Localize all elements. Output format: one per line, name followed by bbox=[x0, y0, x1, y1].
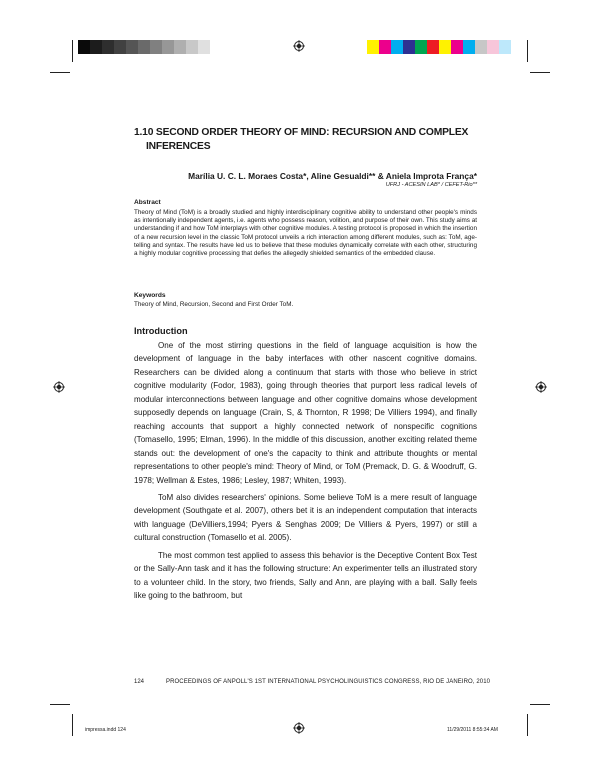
calibration-patch bbox=[174, 40, 186, 54]
crop-mark bbox=[50, 72, 70, 73]
authors: Marília U. C. L. Moraes Costa*, Aline Gesualdi** & Aniela Improta França* bbox=[188, 171, 477, 181]
calibration-patch bbox=[427, 40, 439, 54]
abstract-text: Theory of Mind (ToM) is a broadly studied and highly interdisciplinary cognitive ability to understand other people's minds as intentionally independent agents, i.e. agents who possess reason, volition, and purpose of their own. This study aims at understanding if and how ToM interplays with other cognitive modules. A testing protocol is proposed in which the insertion of a new recursion level in the classic ToM protocol unveils a rich interaction among different modules, such as: ToM, age-telling and syntax. The results have led us to believe that these modules dynamically correlate with each other, structuring a highly modular cognitive processing that defies the allegedly shielded semantics of the embedded clause. bbox=[134, 209, 478, 258]
registration-target-icon bbox=[293, 722, 305, 734]
calibration-patch bbox=[150, 40, 162, 54]
calibration-patch bbox=[463, 40, 475, 54]
affiliation: UFRJ - ACESIN LAB* / CEFET-Rio** bbox=[385, 182, 477, 188]
keywords-heading: Keywords bbox=[134, 292, 166, 299]
color-calibration-bar bbox=[367, 40, 511, 54]
body-text bbox=[134, 339, 477, 607]
paragraph: ToM also divides researchers' opinions. Some believe ToM is a mere result of language development (Southgate et al. 2007), others bet it is an independent computation that interacts with language (DeVilliers,1994; Pyers & Senghas 2009; De Villiers & Pyers, 1997) or still a cultural construction (Tomasello et al. 2005). bbox=[134, 492, 477, 543]
crop-mark bbox=[527, 714, 528, 736]
calibration-patch bbox=[138, 40, 150, 54]
slug-filename: impressa.indd 124 bbox=[85, 727, 126, 733]
calibration-patch bbox=[126, 40, 138, 54]
crop-mark bbox=[50, 704, 70, 705]
article-title bbox=[134, 126, 494, 154]
crop-mark bbox=[530, 704, 550, 705]
section-heading-introduction: Introduction bbox=[134, 326, 188, 336]
crop-mark bbox=[530, 72, 550, 73]
calibration-patch bbox=[198, 40, 210, 54]
gray-calibration-bar bbox=[78, 40, 210, 54]
crop-mark bbox=[72, 40, 73, 62]
registration-target-icon bbox=[53, 381, 65, 393]
paragraph: One of the most stirring questions in the field of language acquisition is how the development of language in the baby interfaces with other nascent cognitive domains. Researchers can be divided along a continuum that starts with those who believe in strict cognitive modularity (Fodor, 1983), going through theories that purport less radical levels of modular interconnections between language and other cognitive domains whose development supposedly depends on language (Crain, S, & Thornton, R 1998; De Villiers 1994), and finally reaching accounts that support a highly connected network of nonspecific cognitions (Tomasello, 1995; Elman, 1996). In the middle of this discussion, another exciting related theme stands out: the development of one's the capacity to think and attribute thoughts or mental representations to other people's mind: Theory of Mind, or ToM (Premack, D. G. & Woodruff, G. 1978; Wellman & Estes, 1986; Lesley, 1987; Whiten, 1993). bbox=[134, 341, 477, 485]
calibration-patch bbox=[403, 40, 415, 54]
calibration-patch bbox=[114, 40, 126, 54]
abstract-heading: Abstract bbox=[134, 199, 161, 206]
slug-timestamp: 11/29/2011 8:55:34 AM bbox=[447, 727, 498, 733]
crop-mark bbox=[72, 714, 73, 736]
calibration-patch bbox=[367, 40, 379, 54]
calibration-patch bbox=[487, 40, 499, 54]
calibration-patch bbox=[186, 40, 198, 54]
calibration-patch bbox=[391, 40, 403, 54]
keywords-text: Theory of Mind, Recursion, Second and First Order ToM. bbox=[134, 301, 294, 308]
article-title-line2: INFERENCES bbox=[146, 141, 211, 152]
registration-target-icon bbox=[535, 381, 547, 393]
calibration-patch bbox=[379, 40, 391, 54]
running-footer: PROCEEDINGS OF ANPOLL'S 1ST INTERNATIONAL PSYCHOLINGUISTICS CONGRESS, RIO DE JANEIRO, 2010 bbox=[166, 679, 491, 685]
calibration-patch bbox=[475, 40, 487, 54]
calibration-patch bbox=[451, 40, 463, 54]
calibration-patch bbox=[162, 40, 174, 54]
calibration-patch bbox=[90, 40, 102, 54]
calibration-patch bbox=[439, 40, 451, 54]
calibration-patch bbox=[499, 40, 511, 54]
calibration-patch bbox=[415, 40, 427, 54]
registration-target-icon bbox=[293, 40, 305, 52]
page-number: 124 bbox=[134, 679, 145, 685]
crop-mark bbox=[527, 40, 528, 62]
article-title-line1: 1.10 SECOND ORDER THEORY OF MIND: RECURSION AND COMPLEX bbox=[134, 127, 469, 138]
paragraph: The most common test applied to assess this behavior is the Deceptive Content Box Test or the Sally-Ann task and it has the following structure: An experimenter tells an illustrated story to a volunteer child. In the story, two friends, Sally and Ann, are playing with a ball. Sally feels like going to the bathroom, but bbox=[134, 550, 477, 601]
calibration-patch bbox=[102, 40, 114, 54]
calibration-patch bbox=[78, 40, 90, 54]
